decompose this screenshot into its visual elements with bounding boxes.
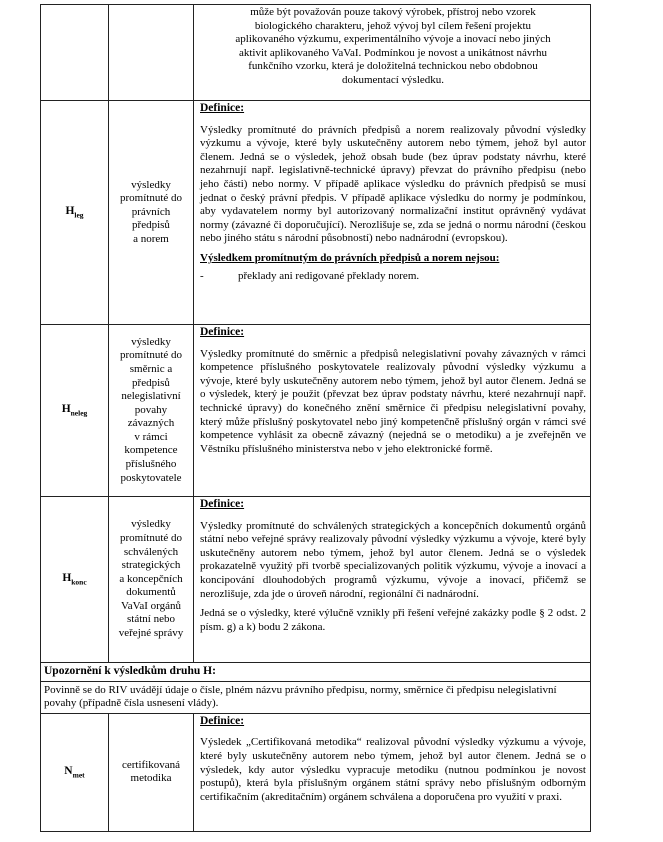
result-name-hneleg (109, 325, 194, 497)
result-types-table (40, 4, 591, 832)
definition-text: Výsledek „Certifikovaná metodika“ realizoval původní výsledky výzkumu a vývoje, které byly uskutečněny autorem nebo týmem, jehož byl autor členem. Jedná se o výsledek, kdy autor výsledku vypracuje metodiku (nutnou podmínkou je novost postupů), která byla příslušným orgánem státní správy nebo příslušným odborným certifikačním (akreditačním) orgánem schválena a doporučena pro využití v praxi. (200, 736, 586, 803)
name-line: strategických (121, 559, 181, 572)
result-name-hleg (109, 101, 194, 325)
name-line: předpisů (132, 219, 170, 232)
result-definition-hkonc (194, 497, 591, 663)
result-definition-hneleg (194, 325, 591, 497)
definition-text: Výsledky promítnuté do směrnic a předpisů nelegislativní povahy závazných v rámci kompetence příslušného poskytovatele realizovaly původní výsledky výzkumu a vývoje, které byly uskutečněny autorem nebo týmem, jehož byl autor členem. Jedná se o výsledek, který je použit (převzat bez úprav podstaty návrhu, které nezahrnují např. technické úpravy) do konečného znění směrnice či předpisu nelegislativní povahy, který může příslušný poskytovatel nebo jiný kompetenčně příslušný orgán v rámci své kompetence vyhlásit za obecně závazný (nejedná se o metodiku) a je zveřejněn ve Věstníku příslušného ministerstva nebo v jeho elektronické formě. (200, 347, 586, 455)
definition-label: Definice: (200, 326, 245, 338)
name-line: promítnuté do (119, 192, 183, 205)
name-line: dokumentů (126, 586, 176, 599)
table-row-nmet (41, 713, 591, 831)
intro-line: aktivit aplikovaného VaVaI. Podmínkou je novost a unikátnost návrhu (238, 46, 548, 59)
name-line: výsledky (131, 518, 171, 531)
intro-text-cell (194, 5, 591, 101)
name-line: státní nebo (127, 613, 175, 626)
intro-line: funkčního vzorku, která je doložitelná technickou nebo obdobnou (248, 60, 538, 73)
definition-text-2: Jedná se o výsledky, které výlučně vznikly při řešení veřejné zakázky podle § 2 odst. 2 písm. g) a k) bodu 2 zákona. (200, 607, 586, 633)
name-line: certifikovaná (121, 758, 181, 771)
table-row-notice-text (41, 681, 591, 713)
name-line: výsledky (131, 335, 171, 348)
definition-label: Definice: (200, 714, 245, 727)
name-line: nelegislativní (121, 390, 181, 403)
name-line: povahy (134, 403, 168, 416)
name-line: závazných (127, 417, 175, 430)
definition-label: Definice: (200, 498, 245, 510)
notice-title-cell (41, 663, 591, 682)
exclusion-item-text: překlady ani redigované překlady norem. (238, 269, 420, 282)
result-code-hleg: $H_{leg}$ (41, 101, 109, 325)
definition-label: Definice: (200, 102, 245, 114)
exclusion-heading: Výsledkem promítnutým do právních předpisů a norem nejsou: (200, 251, 500, 264)
name-line: kompetence (124, 444, 178, 457)
intro-line: aplikovaného výzkumu, experimentálního vývoje a inovací nebo jiných (235, 33, 551, 46)
name-line: poskytovatele (120, 471, 182, 484)
name-line: výsledky (131, 178, 171, 191)
result-definition-nmet (194, 713, 591, 831)
name-line: promítnuté do (119, 531, 183, 544)
intro-line: může být považován pouze takový výrobek, přístroj nebo vzorek (250, 6, 536, 18)
notice-title: Upozornění k výsledkům druhu H: (44, 665, 216, 677)
notice-text-cell (41, 681, 591, 713)
table-row-hneleg (41, 325, 591, 497)
name-line: a koncepčních (119, 572, 183, 585)
table-row-notice-title (41, 663, 591, 682)
table-row-hkonc (41, 497, 591, 663)
result-definition-hleg (194, 101, 591, 325)
name-line: předpisů (132, 376, 170, 389)
table-row-intro (41, 5, 591, 101)
name-line: v rámci (134, 430, 168, 443)
name-line: metodika (130, 772, 172, 785)
result-code-nmet: $N_{met}$ (41, 713, 109, 831)
table-row-hleg (41, 101, 591, 325)
definition-text: Výsledky promítnuté do schválených strategických a koncepčních dokumentů orgánů státní nebo veřejné správy realizovaly původní výsledky výzkumu a vývoje, které byly uskutečněny autorem nebo týmem, jehož byl autor členem. Jedná se o výsledek prokazatelně využitý při tvorbě specializovaných politik výzkumu, vývoje a inovací a koncipování dlouhodobých programů výzkumu, vývoje a inovací, přičemž se nerozlišuje, zda jde o úroveň národní, regionální či nadnárodní. (200, 519, 586, 600)
name-line: promítnuté do (119, 349, 183, 362)
name-line: příslušného (125, 458, 177, 471)
name-line: právních (131, 205, 171, 218)
name-line: schválených (123, 545, 179, 558)
name-line: VaVaI orgánů (121, 599, 181, 612)
result-name-hkonc (109, 497, 194, 663)
empty-code-cell (41, 5, 109, 101)
intro-line: biologického charakteru, jehož vývoj byl cílem řešení projektu (254, 19, 532, 32)
name-line: směrnic a (129, 362, 173, 375)
name-line: veřejné správy (118, 627, 184, 640)
result-code-hkonc: $H_{konc}$ (41, 497, 109, 663)
result-code-hneleg: $H_{neleg}$ (41, 325, 109, 497)
empty-name-cell (109, 5, 194, 101)
result-name-nmet (109, 713, 194, 831)
list-dash: - (200, 269, 204, 282)
intro-line: dokumentací výsledku. (341, 73, 445, 86)
exclusion-list-item (200, 270, 586, 284)
notice-text: Povinně se do RIV uvádějí údaje o čísle, plném názvu právního předpisu, normy, směrnice či předpisu nelegislativní povahy (případně čísla usnesení vlády). (44, 683, 557, 710)
name-line: a norem (133, 232, 169, 245)
definition-text: Výsledky promítnuté do právních předpisů a norem realizovaly původní výsledky výzkumu a vývoje, které byly uskutečněny autorem nebo týmem, jehož byl autor členem. Jedná se o výsledek, jehož obsah bude (bez úprav podstaty návrhu, které nezahrnují např. legislativně-technické úpravy) převzat do právního předpisu (nebo jeho části) nebo normy. V případě aplikace výsledku do právních předpisů se musí jednat o český právní předpis. V případě aplikace výsledku do normy je podmínkou, aby vydavatelem normy byl autorizovaný normalizační institut oprávněný vydávat normy (závazné či doporučující). Nerozlišuje se, zda se jedná o normu národní (českou nebo jiného státu s národní působností) nebo nadnárodní (evropskou). (200, 123, 586, 245)
